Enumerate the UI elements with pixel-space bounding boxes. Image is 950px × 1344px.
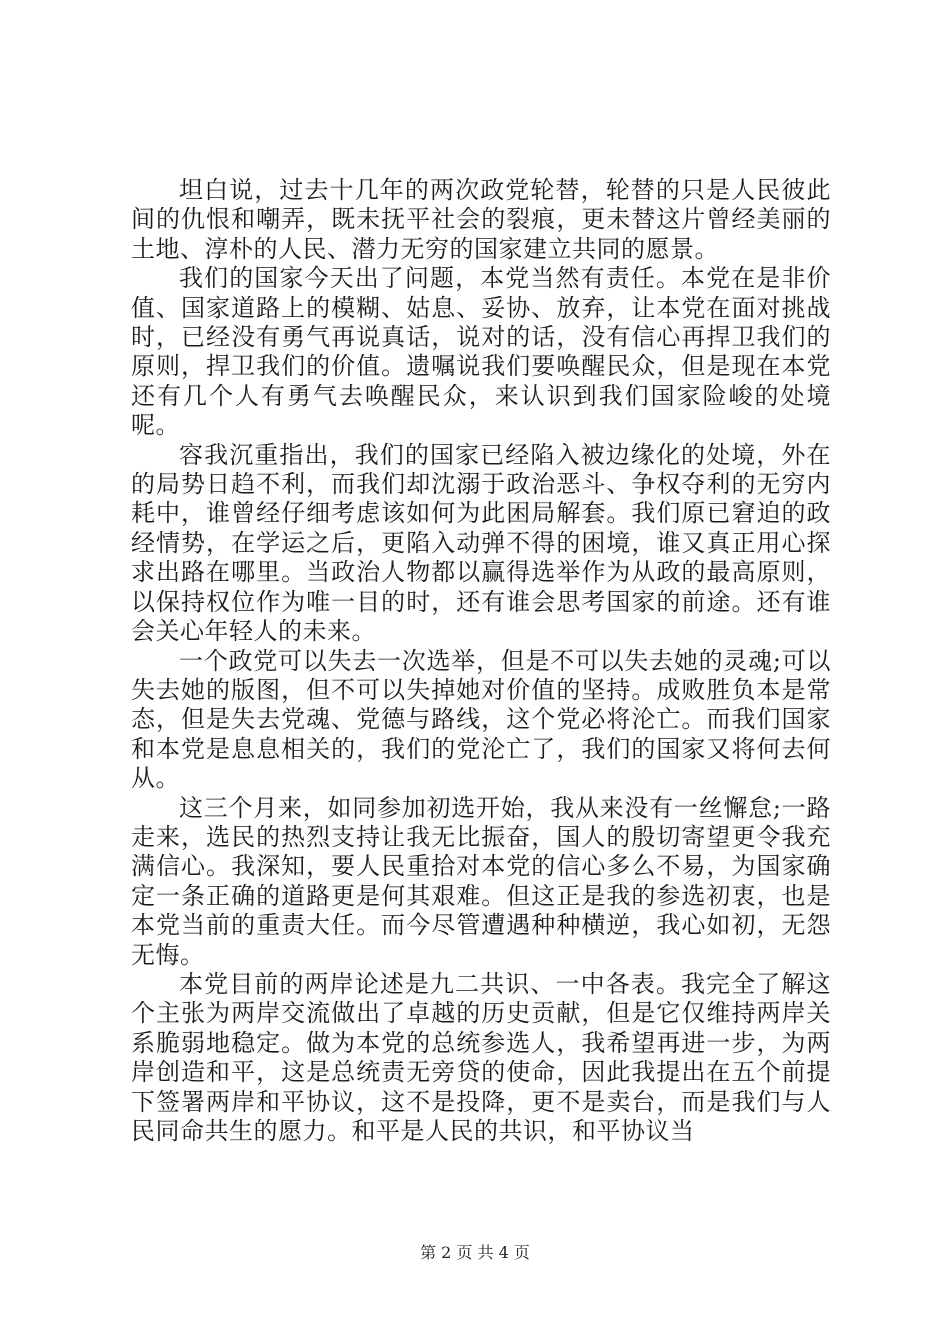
- paragraph-3: 容我沉重指出，我们的国家已经陷入被边缘化的处境，外在的局势日趋不利，而我们却沈溺于政治恶斗、争权夺利的无穷内耗中，谁曾经仔细考虑该如何为此困局解套。我们原已窘迫的政经情势，在学运之后，更陷入动弹不得的困境，谁又真正用心探求出路在哪里。当政治人物都以赢得选举作为从政的最高原则，以保持权位作为唯一目的时，还有谁会思考国家的前途。还有谁会关心年轻人的未来。: [131, 440, 831, 646]
- paragraph-1: 坦白说，过去十几年的两次政党轮替，轮替的只是人民彼此间的仇恨和嘲弄，既未抚平社会的裂痕，更未替这片曾经美丽的土地、淳朴的人民、潜力无穷的国家建立共同的愿景。: [131, 176, 831, 263]
- page-footer: 第 2 页 共 4 页: [420, 1243, 530, 1262]
- paragraph-5: 这三个月来，如同参加初选开始，我从来没有一丝懈怠;一路走来，选民的热烈支持让我无比振奋，国人的殷切寄望更令我充满信心。我深知，要人民重拾对本党的信心多么不易，为国家确定一条正确的道路更是何其艰难。但这正是我的参选初衷，也是本党当前的重责大任。而今尽管遭遇种种横逆，我心如初，无怨无悔。: [131, 793, 831, 969]
- paragraph-2: 我们的国家今天出了问题，本党当然有责任。本党在是非价值、国家道路上的模糊、姑息、妥协、放弃，让本党在面对挑战时，已经没有勇气再说真话，说对的话，没有信心再捍卫我们的原则，捍卫我们的价值。遗嘱说我们要唤醒民众，但是现在本党还有几个人有勇气去唤醒民众，来认识到我们国家险峻的处境呢。: [131, 264, 831, 440]
- paragraph-6: 本党目前的两岸论述是九二共识、一中各表。我完全了解这个主张为两岸交流做出了卓越的历史贡献，但是它仅维持两岸关系脆弱地稳定。做为本党的总统参选人，我希望再进一步，为两岸创造和平，这是总统责无旁贷的使命，因此我提出在五个前提下签署两岸和平协议，这不是投降，更不是卖台，而是我们与人民同命共生的愿力。和平是人民的共识，和平协议当: [131, 969, 831, 1145]
- paragraph-4: 一个政党可以失去一次选举，但是不可以失去她的灵魂;可以失去她的版图，但不可以失掉她对价值的坚持。成败胜负本是常态，但是失去党魂、党德与路线，这个党必将沦亡。而我们国家和本党是息息相关的，我们的党沦亡了，我们的国家又将何去何从。: [131, 646, 831, 793]
- document-body: [131, 176, 831, 1146]
